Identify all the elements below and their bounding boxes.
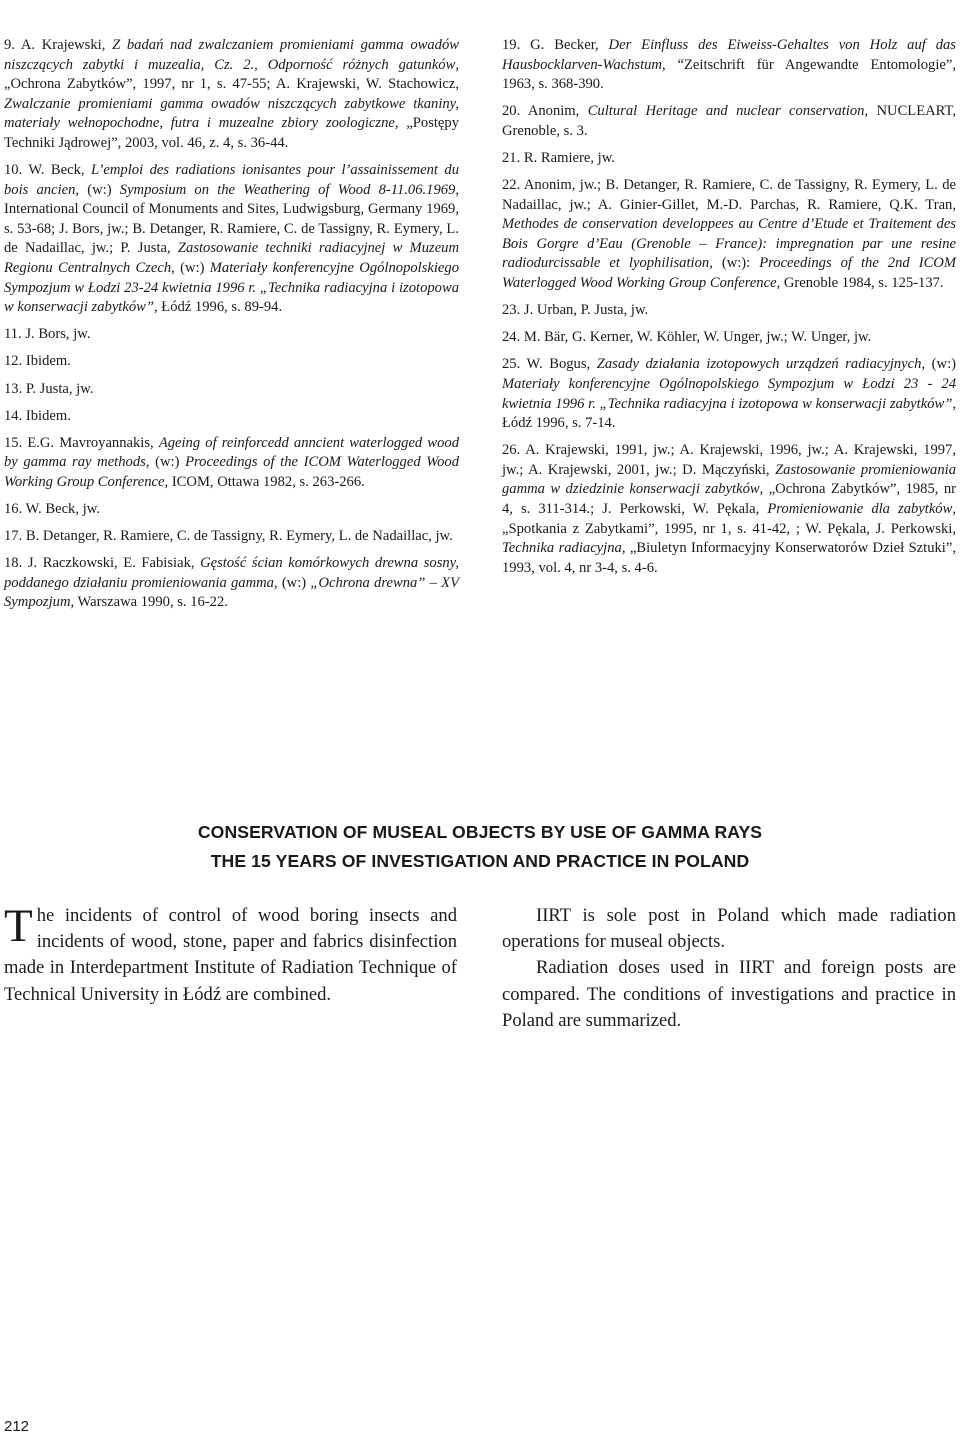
reference-item (4, 554, 459, 613)
reference-segment: Zastosowanie promieniowania gamma w dziedzinie konserwacji zabytków (502, 461, 956, 498)
reference-segment: Methodes de conservation developpees au Centre d’Etude et Traitement des Bois Gorgre d’Eau (Grenoble – France): impregnation par une resine radiodurcissable et lyophilisation (502, 216, 956, 272)
reference-segment: , “Zeitschrift für Angewandte Entomologie”, 1963, s. 368-390. (502, 56, 956, 93)
reference-item (502, 102, 956, 141)
reference-item (4, 527, 459, 547)
reference-segment: 17. B. Detanger, R. Ramiere, C. de Tassigny, R. Eymery, L. de Nadaillac, jw. (4, 528, 453, 545)
reference-segment: , „Ochrona Zabytków”, 1997, nr 1, s. 47-55; A. Krajewski, W. Stachowicz, (4, 56, 459, 93)
reference-segment: 20. Anonim, (502, 103, 588, 120)
reference-segment: , International Council of Monuments and Sites, Ludwigsburg, Germany 1969, s. 53-68; J. Bors, jw.; B. Detanger, R. Ramiere, C. de Tassigny, R. Eymery, L. de Nadaillac, jw.; P. Justa, (4, 181, 459, 257)
abstract-paragraph-3: Radiation doses used in IIRT and foreign posts are compared. The conditions of investigations and practice in Poland are summarized. (502, 957, 956, 1031)
reference-segment: 23. J. Urban, P. Justa, jw. (502, 302, 649, 319)
reference-segment: Materiały konferencyjne Ogólnopolskiego Sympozjum w Łodzi 23 - 24 kwietnia 1996 r. „Technika radiacyjna i izotopowa w konserwacji zabytków” (502, 375, 956, 412)
reference-segment: 18. J. Raczkowski, E. Fabisiak, (4, 555, 201, 572)
abstract-title (0, 818, 960, 876)
reference-item (4, 325, 459, 345)
reference-item (4, 161, 459, 318)
reference-segment: , (w:): (709, 255, 760, 272)
reference-segment: , (w:) (145, 454, 186, 471)
reference-item (502, 36, 956, 95)
reference-segment: , Grenoble 1984, s. 125-137. (776, 275, 944, 292)
reference-segment: 12. Ibidem. (4, 353, 71, 370)
reference-segment: 21. R. Ramiere, jw. (502, 149, 615, 166)
reference-segment: 14. Ibidem. (4, 407, 71, 424)
reference-segment: Materiały konferencyjne Ogólnopolskiego Sympozjum w Łodzi 23-24 kwietnia 1996 r. „Technika radiacyjna i izotopowa w konserwacji zabytków” (4, 260, 459, 316)
abstract-paragraph-2: IIRT is sole post in Poland which made radiation operations for museal objects. (502, 905, 956, 953)
references-right-column (502, 36, 956, 586)
abstract-paragraph-1 (4, 900, 457, 1008)
reference-item (502, 441, 956, 578)
references-left-column (4, 36, 459, 620)
reference-item (4, 36, 459, 154)
reference-segment: , „Biuletyn Informacyjny Konserwatorów Dzieł Sztuki”, 1993, vol. 4, nr 3-4, s. 4-6. (502, 540, 956, 576)
reference-item (502, 301, 956, 321)
reference-segment: , Warszawa 1990, s. 16-22. (70, 594, 228, 611)
reference-segment: Gęstość ścian komórkowych drewna sosny, poddanego działaniu promieniowania gamma (4, 555, 459, 591)
abstract-title-line-2: THE 15 YEARS OF INVESTIGATION AND PRACTICE IN POLAND (210, 851, 750, 871)
reference-segment: 10. W. Beck, (4, 162, 91, 179)
reference-item (4, 407, 459, 427)
reference-item (4, 352, 459, 372)
reference-item (502, 328, 956, 348)
reference-segment: Cultural Heritage and nuclear conservation (587, 103, 865, 120)
reference-segment: , NUCLEART, Grenoble, s. 3. (502, 103, 957, 139)
reference-segment: Proceedings of the ICOM Waterlogged Wood Working Group Conference (4, 454, 459, 490)
reference-segment: 13. P. Justa, jw. (4, 380, 94, 397)
reference-item (502, 355, 956, 433)
reference-segment: Der Einfluss des Eiweiss-Gehaltes von Holz auf das Hausbocklarven-Wachstum (502, 37, 956, 73)
reference-segment: L’emploi des radiations ionisantes pour l’assainissement du bois ancien (4, 162, 459, 198)
reference-segment: 25. W. Bogus, (502, 356, 597, 373)
reference-segment: 26. A. Krajewski, 1991, jw.; A. Krajewski, 1996, jw.; A. Krajewski, 1997, jw.; A. Krajewski, 2001, jw.; D. Mączyński, (502, 442, 956, 478)
abstract-title-line-1: CONSERVATION OF MUSEAL OBJECTS BY USE OF GAMMA RAYS (197, 822, 763, 842)
reference-item (4, 380, 459, 400)
abstract-right-column (502, 903, 956, 1034)
reference-item (4, 500, 459, 520)
reference-segment: , (w:) (921, 356, 956, 373)
reference-segment: Technika radiacyjna (502, 540, 622, 557)
abstract-paragraph-1-text: he incidents of control of wood boring insects and incidents of wood, stone, paper and fabrics disinfection made in Interdepartment Institute of Radiation Technique of Technical University in Łódź are combined. (4, 905, 457, 1005)
drop-cap: T (4, 900, 33, 952)
abstract-left-column (4, 900, 457, 1008)
reference-segment: Zwalczanie promieniami gamma owadów niszczących zabytkowe tkaniny, materiały wełnopochodne, futra i muzealne zbiory zoologiczne (4, 95, 459, 132)
reference-segment: 11. J. Bors, jw. (4, 326, 91, 343)
reference-segment: , „Spotkania z Zabytkami”, 1995, nr 1, s. 41-42, ; W. Pękala, J. Perkowski, (502, 500, 956, 537)
reference-segment: „Ochrona drewna” – XV Sympozjum (4, 574, 459, 611)
reference-segment: Zasady działania izotopowych urządzeń radiacyjnych (596, 356, 922, 373)
reference-segment: , (w:) (75, 181, 120, 198)
reference-segment: , „Postępy Techniki Jądrowej”, 2003, vol. 46, z. 4, s. 36-44. (4, 115, 459, 151)
reference-segment: Promieniowanie dla zabytków (767, 500, 953, 517)
reference-item (502, 149, 956, 169)
reference-segment: , (w:) (171, 260, 210, 277)
reference-segment: 15. E.G. Mavroyannakis, (4, 434, 159, 451)
reference-segment: 9. A. Krajewski, (4, 37, 113, 53)
reference-segment: , Łódź 1996, s. 89-94. (154, 299, 283, 316)
reference-item (502, 176, 956, 294)
reference-segment: , Łódź 1996, s. 7-14. (502, 395, 956, 432)
reference-segment: Z badań nad zwalczaniem promieniami gamma owadów niszczących zabytki i muzealia, Cz. 2., Odporność różnych gatunków (4, 37, 460, 73)
reference-segment: 22. Anonim, jw.; B. Detanger, R. Ramiere, C. de Tassigny, R. Eymery, L. de Nadaillac, jw.; A. Ginier-Gillet, M.-D. Parchas, R. Ramiere, Q.K. Tran, (502, 177, 956, 213)
page-number: 212 (4, 1418, 30, 1435)
reference-segment: 16. W. Beck, jw. (4, 500, 100, 517)
reference-segment: Proceedings of the 2nd ICOM Waterlogged Wood Working Group Conference (502, 255, 956, 292)
reference-segment: , „Ochrona Zabytków”, 1985, nr 4, s. 311-314.; J. Perkowski, W. Pękala, (502, 481, 956, 517)
reference-segment: , ICOM, Ottawa 1982, s. 263-266. (164, 473, 365, 490)
reference-segment: Symposium on the Weathering of Wood 8-11.06.1969 (119, 181, 456, 198)
reference-item (4, 434, 459, 493)
reference-segment: Ageing of reinforcedd anncient waterlogged wood by gamma ray methods (4, 434, 459, 471)
reference-segment: 19. G. Becker, (502, 37, 609, 53)
reference-segment: Zastosowanie techniki radiacyjnej w Muzeum Regionu Centralnych Czech (4, 240, 460, 277)
reference-segment: , (w:) (273, 574, 311, 591)
reference-segment: 24. M. Bär, G. Kerner, W. Köhler, W. Unger, jw.; W. Unger, jw. (502, 329, 872, 346)
